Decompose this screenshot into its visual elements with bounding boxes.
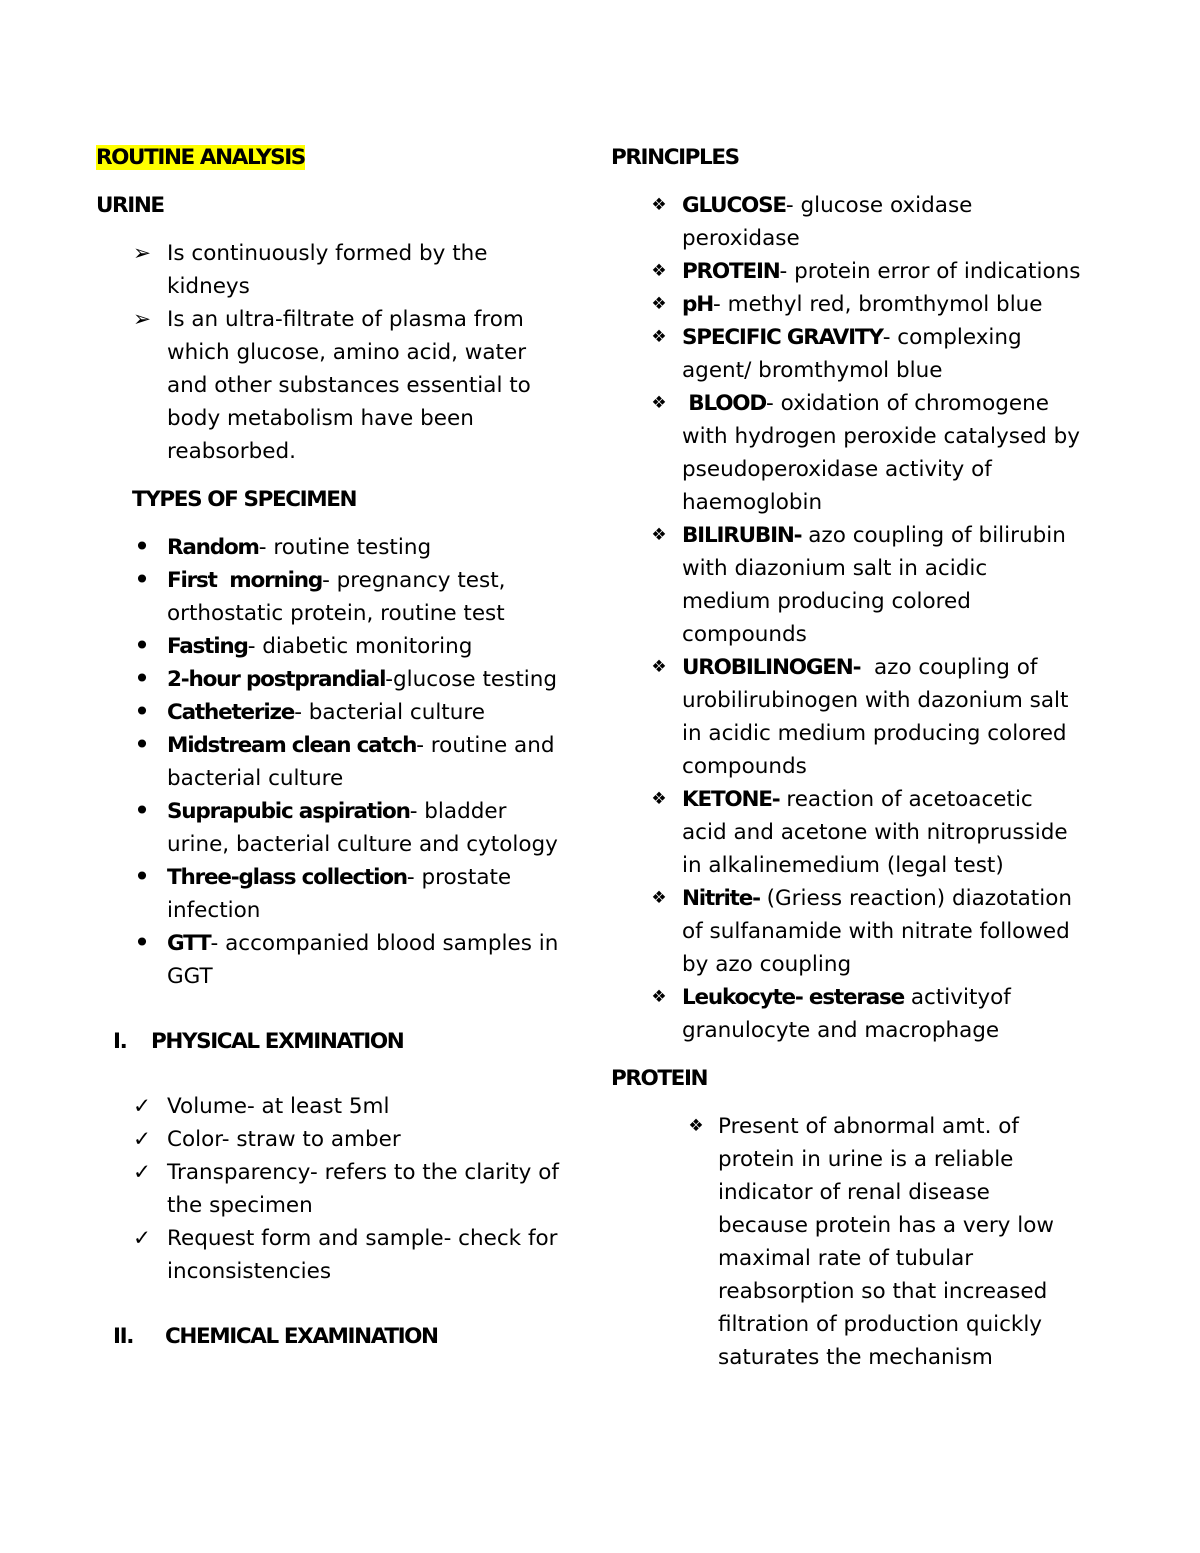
list-item: • Catheterize- bacterial culture [96,696,566,729]
list-item: ❖ Nitrite- (Griess reaction) diazotation of sulfanamide with nitrate followed by azo coupling [611,882,1081,981]
physical-items-list [96,1090,566,1288]
list-item: ❖ GLUCOSE- glucose oxidase peroxidase [611,189,1081,255]
list-item: • Three-glass collection- prostate infection [96,861,566,927]
list-item: • First morning- pregnancy test, orthostatic protein, routine test [96,564,566,630]
dot-bullet-icon: • [133,563,151,596]
check-icon: ✓ [132,1127,151,1152]
list-item: • 2-hour postprandial-glucose testing [96,663,566,696]
left-column [96,141,566,1353]
list-item: ❖ Present of abnormal amt. of protein in urine is a reliable indicator of renal disease because protein has a very low maximal rate of tubular reabsorption so that increased filtration of production quickly saturates the mechanism [611,1110,1081,1374]
diamond-bullet-icon: ❖ [651,327,667,347]
check-icon: ✓ [132,1160,151,1185]
urine-heading: URINE [96,193,164,218]
dot-bullet-icon: • [133,695,151,728]
diamond-bullet-icon: ❖ [651,987,667,1007]
protein-points-list [611,1110,1081,1374]
dot-bullet-icon: • [133,662,151,695]
list-item: ❖ BILIRUBIN- azo coupling of bilirubin with diazonium salt in acidic medium producing colored compounds [611,519,1081,651]
check-icon: ✓ [132,1226,151,1251]
diamond-bullet-icon: ❖ [651,261,667,281]
dot-bullet-icon: • [133,629,151,662]
list-item: • Random- routine testing [96,531,566,564]
list-item: ❖ SPECIFIC GRAVITY- complexing agent/ bromthymol blue [611,321,1081,387]
dot-bullet-icon: • [133,926,151,959]
list-item: ✓ Request form and sample- check for inconsistencies [96,1222,566,1288]
diamond-bullet-icon: ❖ [651,393,667,413]
diamond-bullet-icon: ❖ [651,789,667,809]
specimen-types-list [96,531,566,993]
types-heading: TYPES OF SPECIMEN [132,487,357,512]
right-column [611,141,1081,1374]
list-item: • GTT- accompanied blood samples in GGT [96,927,566,993]
list-item: • Fasting- diabetic monitoring [96,630,566,663]
list-item: ❖ KETONE- reaction of acetoacetic acid and acetone with nitroprusside in alkalinemedium (legal test) [611,783,1081,882]
dot-bullet-icon: • [133,860,151,893]
list-item: ➢ Is an ultra-filtrate of plasma from which glucose, amino acid, water and other substances essential to body metabolism have been reabsorbed. [96,303,566,468]
diamond-bullet-icon: ❖ [651,888,667,908]
dot-bullet-icon: • [133,728,151,761]
physical-examination-heading: I. PHYSICAL EXMINATION [113,1029,404,1054]
diamond-bullet-icon: ❖ [651,657,667,677]
list-item: ❖ BLOOD- oxidation of chromogene with hydrogen peroxide catalysed by pseudoperoxidase activity of haemoglobin [611,387,1081,519]
arrow-bullet-icon: ➢ [132,307,151,332]
list-item: ✓ Color- straw to amber [96,1123,566,1156]
list-item: • Midstream clean catch- routine and bacterial culture [96,729,566,795]
principles-heading: PRINCIPLES [611,145,739,170]
diamond-bullet-icon: ❖ [651,294,667,314]
dot-bullet-icon: • [133,530,151,563]
dot-bullet-icon: • [133,794,151,827]
list-item: ❖ PROTEIN- protein error of indications [611,255,1081,288]
list-item: ❖ UROBILINOGEN- azo coupling of urobilirubinogen with dazonium salt in acidic medium producing colored compounds [611,651,1081,783]
urine-points-list [96,237,566,468]
protein-heading: PROTEIN [611,1066,708,1091]
diamond-bullet-icon: ❖ [651,525,667,545]
document-title: ROUTINE ANALYSIS [96,145,305,170]
list-item: ➢ Is continuously formed by the kidneys [96,237,566,303]
principles-list [611,189,1081,1047]
chemical-examination-heading: II. CHEMICAL EXAMINATION [113,1324,438,1349]
diamond-bullet-icon: ❖ [688,1116,704,1136]
check-icon: ✓ [132,1094,151,1119]
list-item: ❖ Leukocyte- esterase activityof granulocyte and macrophage [611,981,1081,1047]
list-item: ✓ Transparency- refers to the clarity of the specimen [96,1156,566,1222]
list-item: ❖ pH- methyl red, bromthymol blue [611,288,1081,321]
arrow-bullet-icon: ➢ [132,241,151,266]
list-item: ✓ Volume- at least 5ml [96,1090,566,1123]
list-item: • Suprapubic aspiration- bladder urine, bacterial culture and cytology [96,795,566,861]
diamond-bullet-icon: ❖ [651,195,667,215]
